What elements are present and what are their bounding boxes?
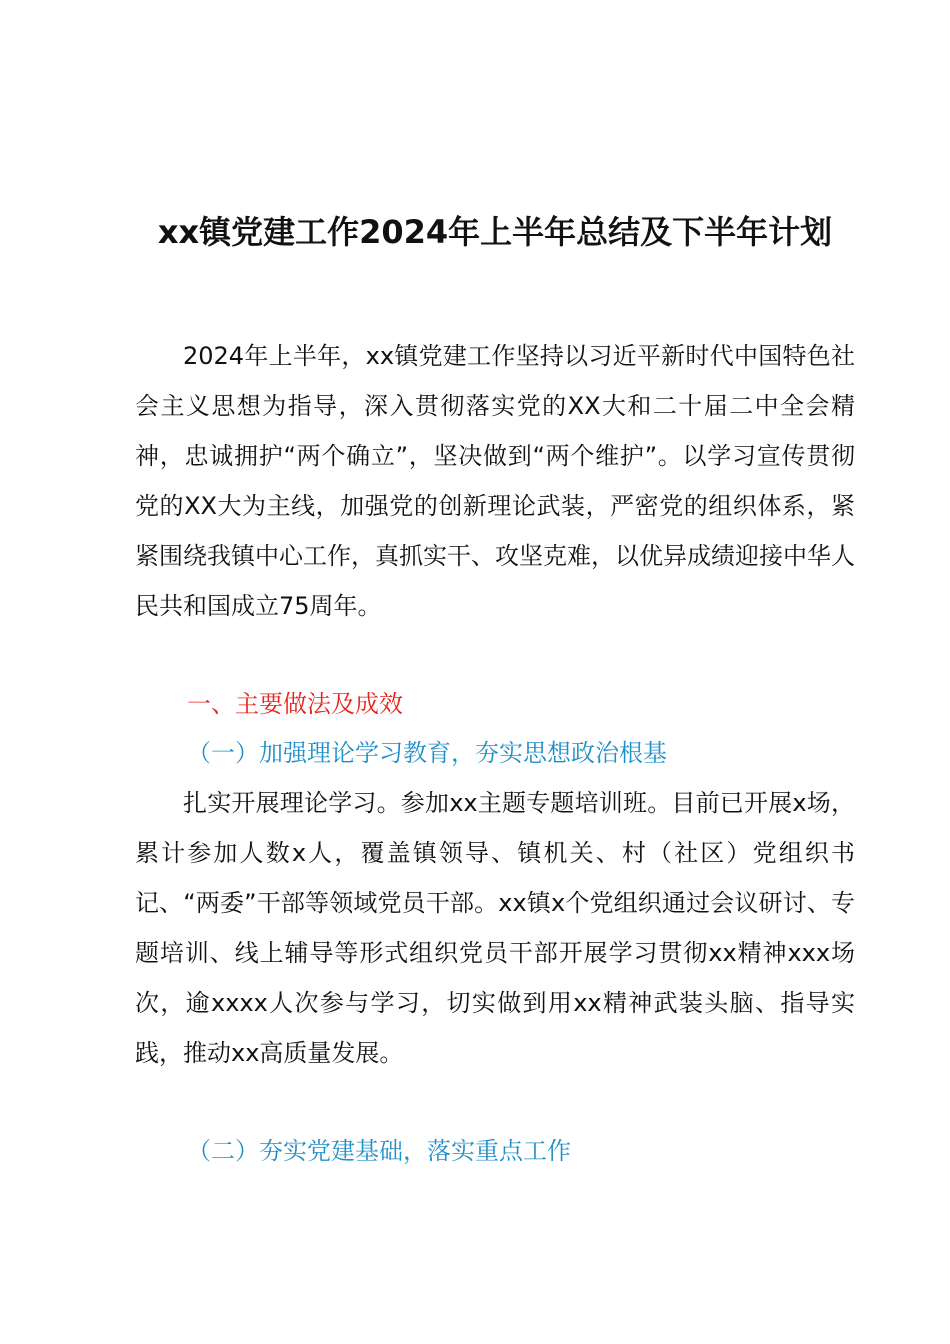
- section-heading-1: 一、主要做法及成效: [187, 690, 403, 718]
- document-title: xx镇党建工作2024年上半年总结及下半年计划: [157, 213, 833, 251]
- subsection-1-paragraph: 扎实开展理论学习。参加xx主题专题培训班。目前已开展x场，累计参加人数x人，覆盖镇领导、镇机关、村（社区）党组织书记、“两委”干部等领域党员干部。xx镇x个党组织通过会议研讨、专题培训、线上辅导等形式组织党员干部开展学习贯彻xx精神xxx场次，逾xxxx人次参与学习，切实做到用xx精神武装头脑、指导实践，推动xx高质量发展。: [135, 789, 855, 1067]
- subsection-heading-2: （二）夯实党建基础，落实重点工作: [187, 1137, 571, 1165]
- subsection-heading-1: （一）加强理论学习教育，夯实思想政治根基: [187, 739, 667, 767]
- intro-paragraph: 2024年上半年，xx镇党建工作坚持以习近平新时代中国特色社会主义思想为指导，深入贯彻落实党的XX大和二十届二中全会精神，忠诚拥护“两个确立”，坚决做到“两个维护”。以学习宣传贯彻党的XX大为主线，加强党的创新理论武装，严密党的组织体系，紧紧围绕我镇中心工作，真抓实干、攻坚克难，以优异成绩迎接中华人民共和国成立75周年。: [135, 342, 855, 620]
